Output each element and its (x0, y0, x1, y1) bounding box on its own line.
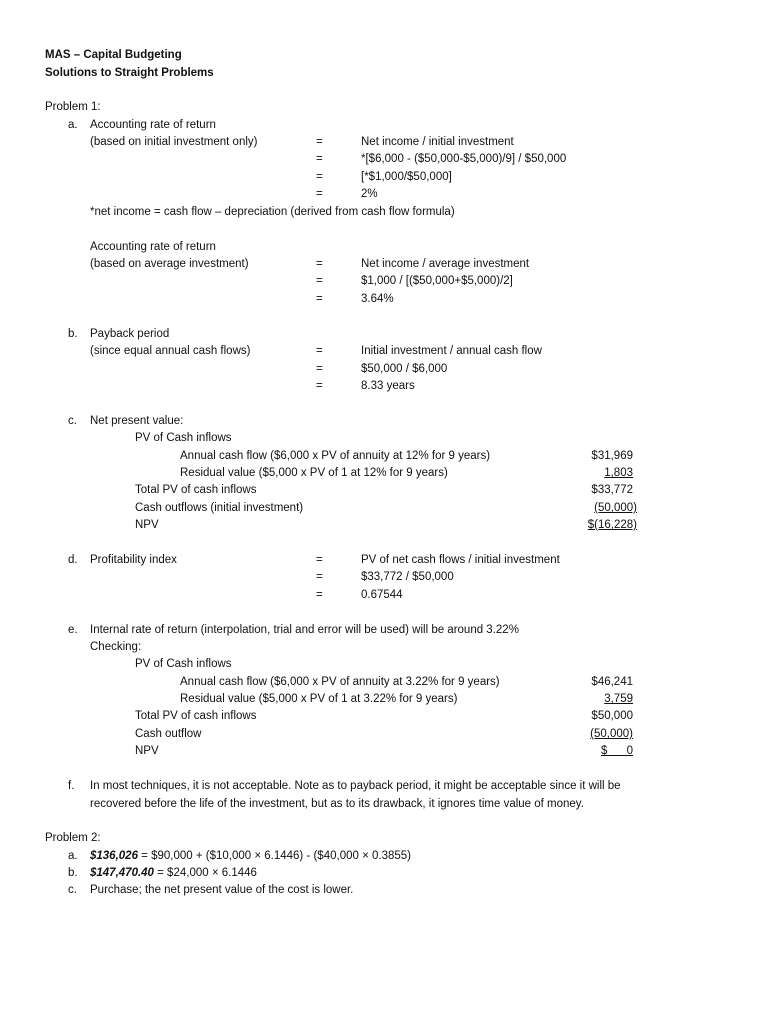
p2-b-answer: $147,470.40 (90, 867, 154, 879)
p1-b-eq3: = (316, 380, 323, 392)
p1-e-total-amount: $50,000 (591, 710, 633, 722)
p1-c-pv-label: PV of Cash inflows (135, 432, 232, 444)
p1-e-label: Internal rate of return (interpolation, trial and error will be used) will be around 3.22% (90, 624, 519, 636)
p1-a-eq4: = (316, 188, 323, 200)
p2-b-text (90, 865, 257, 882)
p1-c-annual: Annual cash flow ($6,000 x PV of annuity at 12% for 9 years) (180, 450, 491, 462)
p1-b-v2: $50,000 / $6,000 (361, 363, 448, 375)
document-subtitle: Solutions to Straight Problems (45, 67, 214, 79)
p1-c-npv: NPV (135, 519, 159, 531)
p1-c-outflow: Cash outflows (initial investment) (135, 502, 304, 514)
p1-c-total-amount: $33,772 (591, 484, 633, 496)
p2-a-formula: = $90,000 + ($10,000 × 6.1446) - ($40,000 × 0.3855) (137, 850, 411, 862)
p1-c-marker: c. (68, 415, 77, 427)
p1-e-checking: Checking: (90, 641, 142, 653)
p1-d-v1: PV of net cash flows / initial investment (361, 554, 560, 566)
p1-c-residual-amount: 1,803 (604, 467, 633, 479)
p1-e-pv-label: PV of Cash inflows (135, 658, 232, 670)
p1-a-eq1: = (316, 136, 323, 148)
problem1-heading: Problem 1: (45, 101, 101, 113)
problem2-heading: Problem 2: (45, 832, 101, 844)
p1-d-eq2: = (316, 571, 323, 583)
p1-e-npv: NPV (135, 745, 159, 757)
p1-a-label3: Accounting rate of return (90, 241, 216, 253)
p1-e-outflow-amount: (50,000) (590, 728, 633, 740)
p1-a-v7: 3.64% (361, 293, 394, 305)
p1-a-eq2: = (316, 153, 323, 165)
p1-a-v1: Net income / initial investment (361, 136, 514, 148)
p1-d-label: Profitability index (90, 554, 177, 566)
p1-d-eq1: = (316, 554, 323, 566)
p1-a-label2: (based on initial investment only) (90, 136, 258, 148)
p1-d-v2: $33,772 / $50,000 (361, 571, 454, 583)
p1-e-annual-amount: $46,241 (591, 676, 633, 688)
p1-c-npv-amount: $(16,228) (587, 519, 637, 531)
p1-a-eq7: = (316, 293, 323, 305)
p1-b-label2: (since equal annual cash flows) (90, 345, 251, 357)
p1-b-v1: Initial investment / annual cash flow (361, 345, 542, 357)
p1-a-eq6: = (316, 275, 323, 287)
document-title: MAS – Capital Budgeting (45, 49, 182, 61)
p1-f-marker: f. (68, 780, 75, 792)
p1-b-label1: Payback period (90, 328, 170, 340)
p1-a-v3: [*$1,000/$50,000] (361, 171, 452, 183)
p1-e-npv-amount: $ 0 (601, 745, 633, 757)
p1-a-v5: Net income / average investment (361, 258, 530, 270)
p1-b-eq2: = (316, 363, 323, 375)
p1-e-residual-amount: 3,759 (604, 693, 633, 705)
p1-d-eq3: = (316, 589, 323, 601)
p2-c-text: Purchase; the net present value of the cost is lower. (90, 884, 354, 896)
p1-a-v2: *[$6,000 - ($50,000-$5,000)/9] / $50,000 (361, 153, 567, 165)
p1-d-v3: 0.67544 (361, 589, 403, 601)
p1-a-label1: Accounting rate of return (90, 119, 216, 131)
p1-d-marker: d. (68, 554, 78, 566)
p1-a-eq5: = (316, 258, 323, 270)
p1-b-eq1: = (316, 345, 323, 357)
p2-b-marker: b. (68, 867, 78, 879)
p1-e-residual: Residual value ($5,000 x PV of 1 at 3.22% for 9 years) (180, 693, 458, 705)
p1-a-marker: a. (68, 119, 78, 131)
p1-a-label4: (based on average investment) (90, 258, 249, 270)
p2-b-formula: = $24,000 × 6.1446 (153, 867, 257, 879)
p1-f-line2: recovered before the life of the investment, but as to its drawback, it ignores time value of money. (90, 798, 584, 810)
p2-a-text (90, 848, 411, 865)
p1-b-v3: 8.33 years (361, 380, 415, 392)
p1-c-total: Total PV of cash inflows (135, 484, 257, 496)
p1-c-residual: Residual value ($5,000 x PV of 1 at 12% for 9 years) (180, 467, 448, 479)
p1-e-total: Total PV of cash inflows (135, 710, 257, 722)
p1-a-note: *net income = cash flow – depreciation (derived from cash flow formula) (90, 206, 455, 218)
p1-f-line1: In most techniques, it is not acceptable. Note as to payback period, it might be acceptable since it will be (90, 780, 621, 792)
p1-e-marker: e. (68, 624, 78, 636)
p2-a-answer: $136,026 (90, 850, 138, 862)
p1-a-v4: 2% (361, 188, 378, 200)
p1-a-v6: $1,000 / [($50,000+$5,000)/2] (361, 275, 513, 287)
p1-a-eq3: = (316, 171, 323, 183)
p1-c-annual-amount: $31,969 (591, 450, 633, 462)
p1-e-annual: Annual cash flow ($6,000 x PV of annuity at 3.22% for 9 years) (180, 676, 500, 688)
p2-a-marker: a. (68, 850, 78, 862)
p1-c-outflow-amount: (50,000) (594, 502, 637, 514)
p2-c-marker: c. (68, 884, 77, 896)
p1-e-outflow: Cash outflow (135, 728, 202, 740)
p1-c-label: Net present value: (90, 415, 184, 427)
p1-b-marker: b. (68, 328, 78, 340)
